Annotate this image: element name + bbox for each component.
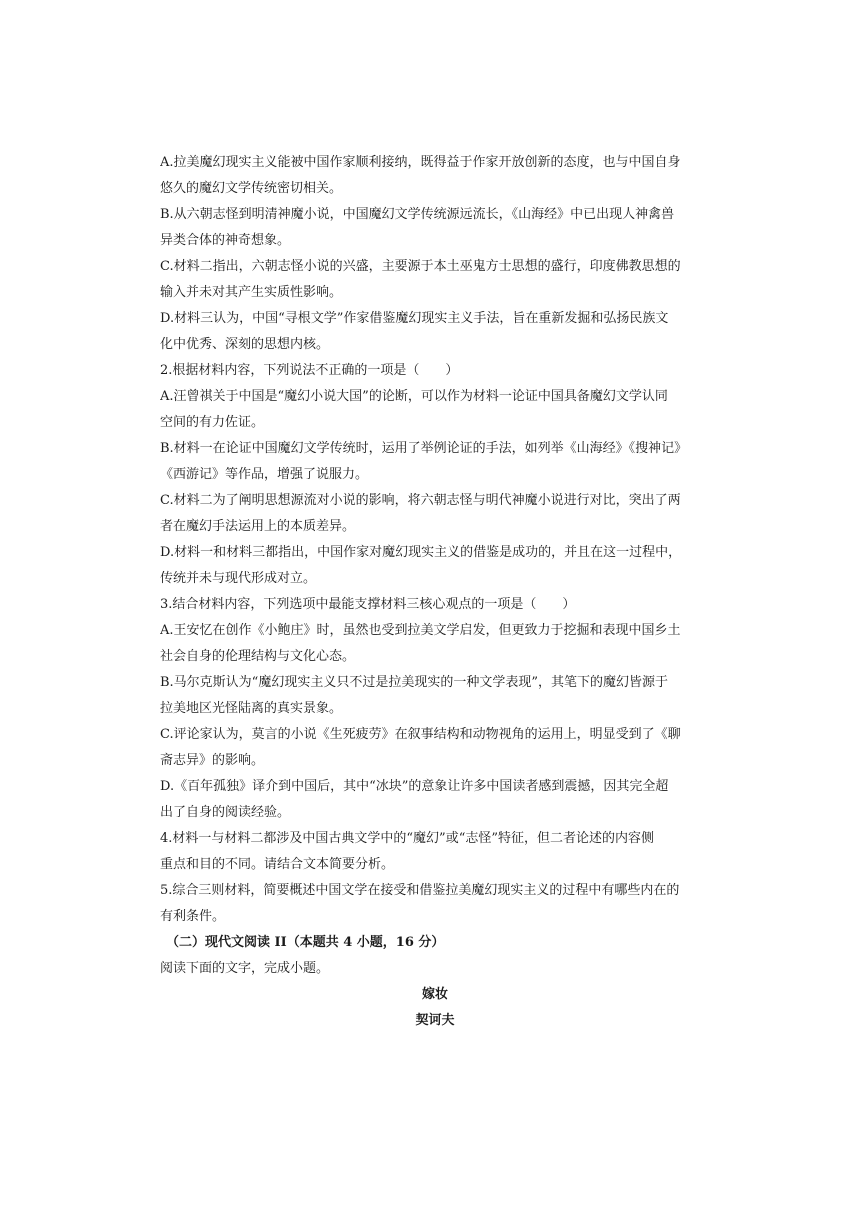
- text-line-12: B.材料一在论证中国魔幻文学传统时，运用了举例论证的手法，如列举《山海经》《搜神记》: [160, 441, 688, 456]
- text-line-21: B.马尔克斯认为“魔幻现实主义只不过是拉美现实的一种文学表现”，其笔下的魔幻皆源于: [160, 675, 668, 690]
- story-title: 嫁妆: [421, 987, 448, 1002]
- text-line-8: 化中优秀、深刻的思想内核。: [160, 337, 330, 352]
- text-line-26: 出了自身的阅读经验。: [160, 805, 291, 820]
- text-line-30: 有利条件。: [160, 909, 226, 924]
- text-line-25: D.《百年孤独》译介到中国后，其中“冰块”的意象让许多中国读者感到震撼，因其完全超: [160, 779, 669, 794]
- text-line-23: C.评论家认为，莫言的小说《生死疲劳》在叙事结构和动物视角的运用上，明显受到了《聊: [160, 727, 681, 742]
- text-line-1: A.拉美魔幻现实主义能被中国作家顺利接纳，既得益于作家开放创新的态度，也与中国自身: [160, 155, 681, 170]
- text-line-19: A.王安忆在创作《小鲍庄》时，虽然也受到拉美文学启发，但更致力于挖掘和表现中国乡土: [160, 623, 681, 638]
- text-line-11: 空间的有力佐证。: [160, 415, 265, 430]
- story-author: 契诃夫: [415, 1013, 455, 1028]
- instruction-text: 阅读下面的文字，完成小题。: [160, 961, 330, 976]
- text-line-28: 重点和目的不同。请结合文本简要分析。: [160, 857, 395, 872]
- text-line-2: 悠久的魔幻文学传统密切相关。: [160, 181, 343, 196]
- text-line-13: 《西游记》等作品，增强了说服力。: [160, 467, 369, 482]
- question-2: 2.根据材料内容，下列说法不正确的一项是（ ）: [160, 363, 459, 378]
- text-line-14: C.材料二为了阐明思想源流对小说的影响，将六朝志怪与明代神魔小说进行对比，突出了两: [160, 493, 681, 508]
- question-4: 4.材料一与材料二都涉及中国古典文学中的“魔幻”或“志怪”特征，但二者论述的内容侧: [160, 831, 654, 846]
- text-line-3: B.从六朝志怪到明清神魔小说，中国魔幻文学传统源远流长，《山海经》中已出现人神禽兽: [160, 207, 675, 222]
- document-body: [160, 150, 710, 1034]
- question-3: 3.结合材料内容，下列选项中最能支撑材料三核心观点的一项是（ ）: [160, 597, 576, 612]
- text-line-17: 传统并未与现代形成对立。: [160, 571, 317, 586]
- text-line-7: D.材料三认为，中国“寻根文学”作家借鉴魔幻现实主义手法，旨在重新发掘和弘扬民族文: [160, 311, 669, 326]
- text-line-20: 社会自身的伦理结构与文化心态。: [160, 649, 356, 664]
- question-5: 5.综合三则材料，简要概述中国文学在接受和借鉴拉美魔幻现实主义的过程中有哪些内在的: [160, 883, 680, 898]
- section-heading: （二）现代文阅读 II（本题共 4 小题，16 分）: [166, 935, 445, 950]
- text-line-4: 异类合体的神奇想象。: [160, 233, 291, 248]
- text-line-24: 斋志异》的影响。: [160, 753, 265, 768]
- text-line-16: D.材料一和材料三都指出，中国作家对魔幻现实主义的借鉴是成功的，并且在这一过程中，: [160, 545, 682, 560]
- text-line-15: 者在魔幻手法运用上的本质差异。: [160, 519, 356, 534]
- text-line-10: A.汪曾祺关于中国是“魔幻小说大国”的论断，可以作为材料一论证中国具备魔幻文学认同: [160, 389, 668, 404]
- text-line-6: 输入并未对其产生实质性影响。: [160, 285, 343, 300]
- text-line-5: C.材料二指出，六朝志怪小说的兴盛，主要源于本土巫鬼方士思想的盛行，印度佛教思想的: [160, 259, 681, 274]
- text-line-22: 拉美地区光怪陆离的真实景象。: [160, 701, 343, 716]
